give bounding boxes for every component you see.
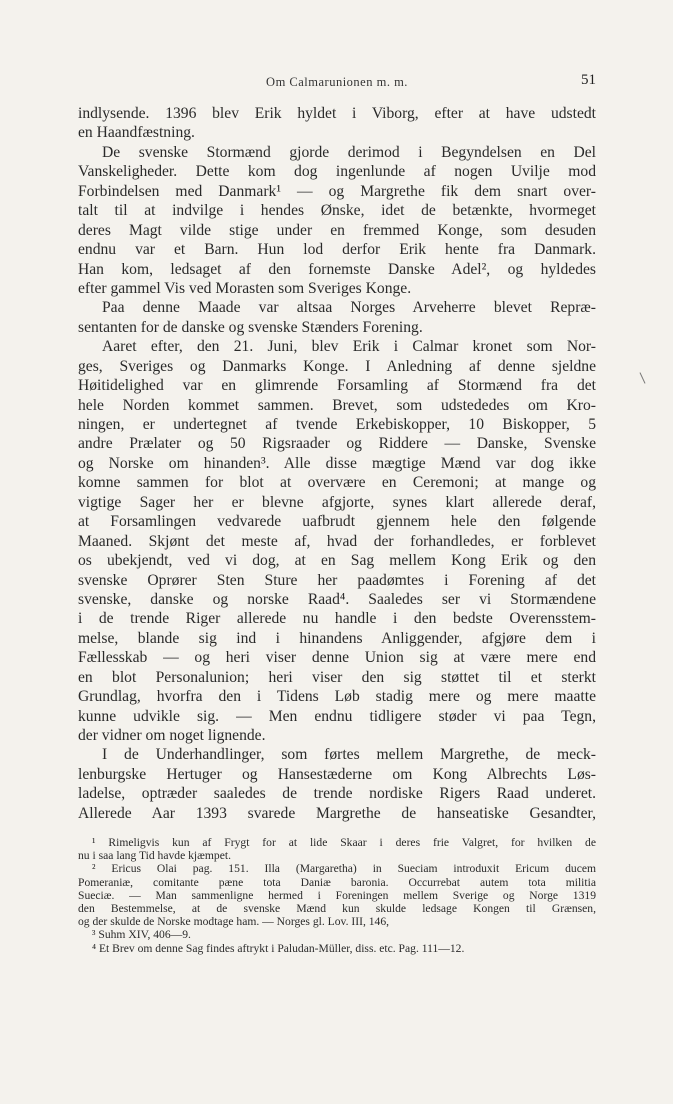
text-line: i de trende Riger allerede nu handle i den bedste Overensstem- — [78, 610, 596, 628]
text-line: andre Prælater og 50 Rigsraader og Riddere — Danske, Svenske — [78, 435, 596, 453]
text-line: svenske Oprører Sten Sture her paadømtes i Forening af det — [78, 571, 596, 589]
text-line: os ubekjendt, ved vi dog, at en Sag mellem Kong Erik og den — [78, 552, 596, 570]
main-text — [78, 104, 596, 823]
text-line: en blot Personalunion; heri viser den sig støttet til et sterkt — [78, 668, 596, 686]
footnote-line: ² Ericus Olai pag. 151. Illa (Margaretha) in Sueciam introduxit Ericum ducem — [92, 862, 596, 876]
text-line: indlysende. 1396 blev Erik hyldet i Viborg, efter at have udstedt — [78, 105, 596, 122]
text-line: efter gammel Vis ved Morasten som Sveriges Konge. — [78, 279, 412, 297]
text-line: hele Norden kommet sammen. Brevet, som udstededes om Kro- — [78, 396, 596, 414]
text-line: De svenske Stormænd gjorde derimod i Begyndelsen en Del — [102, 143, 596, 161]
text-line: Grundlag, hvorfra den i Tidens Løb stadig mere og mere maatte — [78, 688, 596, 706]
text-line: Maaned. Skjønt det meste af, hvad der forhandledes, er forblevet — [78, 532, 596, 550]
footnote-line: Pomeraniæ, comitante pæne tota Daniæ baronia. Occurrebat autem tota militia — [78, 875, 596, 889]
text-line: talt til at indvilge i hendes Ønske, idet de betænkte, hvormeget — [78, 202, 596, 220]
footnote-line: den Bestemmelse, at de svenske Mænd kun skulde ledsage Kongen til Grænsen, — [78, 901, 596, 915]
footnote-line: ⁴ Et Brev om denne Sag findes aftrykt i Paludan-Müller, diss. etc. Pag. 111—12. — [92, 941, 465, 955]
text-line: at Forsamlingen vedvarede uafbrudt gjennem hele den følgende — [78, 513, 596, 531]
page-header — [78, 72, 596, 94]
text-line: ges, Sveriges og Danmarks Konge. I Anledning af denne sjeldne — [78, 357, 596, 375]
footnote-line: ³ Suhm XIV, 406—9. — [92, 928, 191, 942]
text-line: Aaret efter, den 21. Juni, blev Erik i Calmar kronet som Nor- — [102, 338, 596, 356]
text-line: Han kom, ledsaget af den fornemste Danske Adel², og hyldedes — [78, 260, 596, 278]
footnote-line: Sueciæ. — Man sammenligne hermed i Foreningen mellem Sverige og Norge 1319 — [78, 888, 596, 902]
text-line: svenske, danske og norske Raad⁴. Saaledes ser vi Stormændene — [78, 590, 596, 608]
text-line: deres Magt vilde stige under en fremmed Konge, som desuden — [78, 221, 596, 239]
text-line: og Norske om hinanden³. Alle disse mægtige Mænd var dog ikke — [78, 454, 596, 472]
footnotes — [78, 836, 596, 955]
text-line: I de Underhandlinger, som førtes mellem Margrethe, de meck- — [102, 746, 596, 764]
text-line: kunne udvikle sig. — Men endnu tidligere støder vi paa Tegn, — [78, 707, 596, 725]
page-number: 51 — [581, 72, 596, 88]
margin-mark — [640, 372, 646, 383]
text-line: Allerede Aar 1393 svarede Margrethe de hanseatiske Gesandter, — [78, 804, 596, 822]
text-line: ladelse, optræder saaledes de trende nordiske Rigers Raad underet. — [78, 785, 596, 803]
text-line: endnu var et Barn. Hun lod derfor Erik hente fra Danmark. — [78, 241, 596, 259]
text-line: komne sammen for blot at overvære en Ceremoni; at mange og — [78, 474, 596, 492]
text-line: Paa denne Maade var altsaa Norges Arveherre blevet Repræ- — [102, 299, 596, 317]
running-title: Om Calmarunionen m. m. — [266, 75, 408, 89]
footnote-line: ¹ Rimeligvis kun af Frygt for at lide Skaar i deres frie Valgret, for hvilken de — [92, 836, 596, 849]
text-line: vigtige Sager her er blevne afgjorte, synes klart allerede deraf, — [78, 493, 596, 511]
text-line: lenburgske Hertuger og Hansestæderne om Kong Albrechts Løs- — [78, 765, 596, 783]
text-line: en Haandfæstning. — [78, 124, 195, 142]
text-line: Høitidelighed var en glimrende Forsamling af Stormænd fra det — [78, 377, 596, 395]
text-line: ningen, er undertegnet af tvende Erkebiskopper, 10 Biskopper, 5 — [78, 416, 596, 433]
text-line: Fællesskab — og heri viser denne Union sig at være mere end — [78, 649, 596, 667]
text-line: Forbindelsen med Danmark¹ — og Margrethe fik dem snart over- — [78, 182, 596, 200]
text-line: melse, blande sig ind i hinandens Anliggender, afgjøre dem i — [78, 629, 596, 647]
text-line: Vanskeligheder. Dette kom dog ingenlunde af nogen Uvilje mod — [78, 163, 596, 181]
text-line: der vidner om noget lignende. — [78, 727, 266, 744]
footnote-line: nu i saa lang Tid havde kjæmpet. — [78, 849, 231, 863]
text-line: sentanten for de danske og svenske Stænders Forening. — [78, 318, 423, 336]
footnote-line: og der skulde de Norske modtage ham. — Norges gl. Lov. III, 146, — [78, 915, 390, 929]
